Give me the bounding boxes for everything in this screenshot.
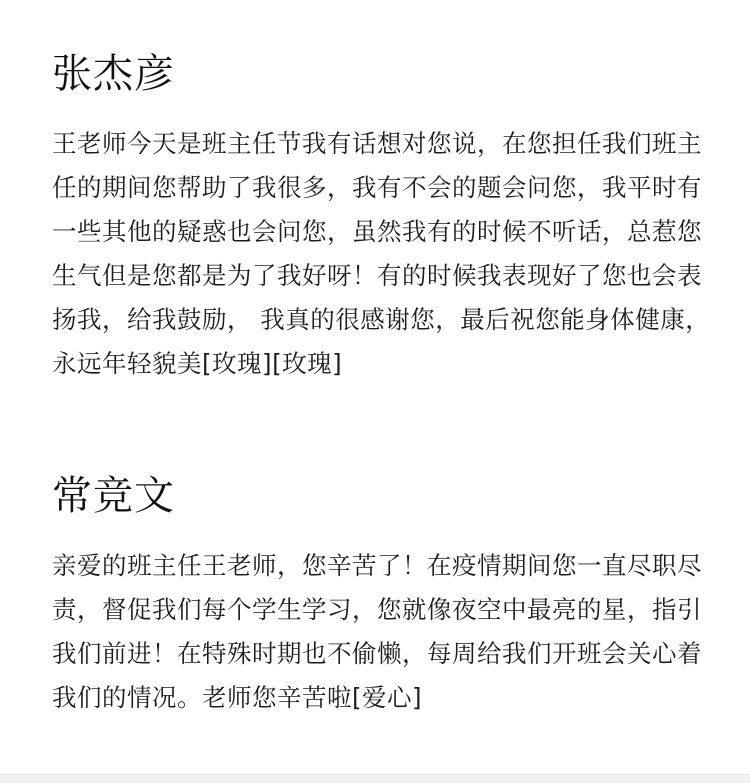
post-text: 亲爱的班主任王老师，您辛苦了！在疫情期间您一直尽职尽责，督促我们每个学生学习，您就像夜空中最亮的星，指引我们前进！在特殊时期也不偷懒，每周给我们开班会关心着我们的情况。老师您辛苦啦[爱心] [52, 551, 702, 712]
post-text: 王老师今天是班主任节我有话想对您说，在您担任我们班主任的期间您帮助了我很多，我有不会的题会问您，我平时有一些其他的疑惑也会问您，虽然我有的时候不听话，总惹您生气但是您都是为了我好呀！有的时候我表现好了您也会表扬我，给我鼓励， 我真的很感谢您，最后祝您能身体健康，永远年轻貌美[玫瑰][玫瑰] [52, 129, 711, 378]
author-name: 张杰彦 [52, 51, 175, 97]
author-name: 常竞文 [52, 473, 175, 519]
post [52, 470, 712, 720]
post [52, 48, 712, 386]
bottom-divider [0, 774, 750, 783]
